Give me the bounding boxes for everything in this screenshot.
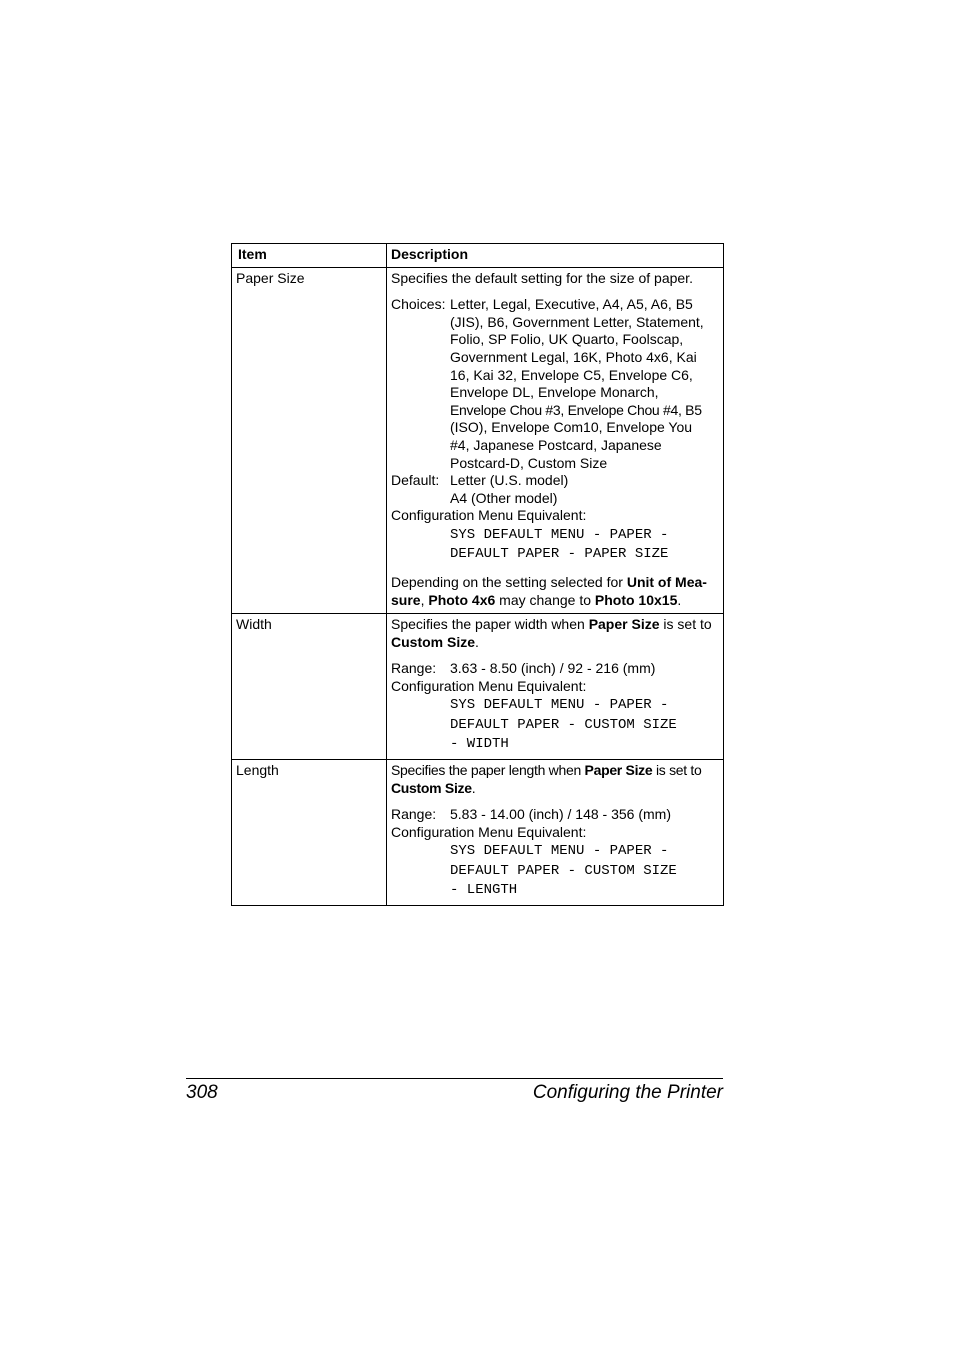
choices-list bbox=[450, 296, 719, 472]
footer-rule bbox=[186, 1078, 723, 1079]
intro-bold: Custom Size bbox=[391, 633, 476, 650]
config-path bbox=[391, 526, 719, 565]
intro-text: is set to bbox=[659, 616, 712, 633]
choices-line: (ISO), Envelope Com10, Envelope You bbox=[450, 419, 693, 436]
length-intro bbox=[391, 762, 719, 797]
range-block bbox=[391, 660, 719, 678]
choices-line: 16, Kai 32, Envelope C5, Envelope C6, bbox=[450, 366, 693, 383]
description-cell bbox=[387, 267, 724, 614]
range-block bbox=[391, 806, 719, 824]
choices-block bbox=[391, 296, 719, 472]
choices-line: Letter, Legal, Executive, A4, A5, A6, B5 bbox=[450, 296, 693, 313]
note-text: . bbox=[677, 591, 682, 608]
default-label: Default: bbox=[391, 472, 440, 489]
chapter-title: Configuring the Printer bbox=[532, 1082, 723, 1103]
config-label: Configuration Menu Equivalent: bbox=[391, 507, 587, 524]
range-value: 5.83 - 14.00 (inch) / 148 - 356 (mm) bbox=[450, 806, 671, 823]
intro-text: . bbox=[471, 779, 476, 796]
table-header-row bbox=[232, 244, 724, 268]
page-number: 308 bbox=[186, 1082, 218, 1103]
paper-size-intro: Specifies the default setting for the size of paper. bbox=[391, 269, 693, 286]
choices-line: Government Legal, 16K, Photo 4x6, Kai bbox=[450, 348, 697, 365]
table-row-length bbox=[232, 759, 724, 905]
range-value: 3.63 - 8.50 (inch) / 92 - 216 (mm) bbox=[450, 660, 656, 677]
intro-bold: Custom Size bbox=[391, 779, 472, 796]
choices-line: Envelope DL, Envelope Monarch, bbox=[450, 384, 659, 401]
range-label: Range: bbox=[391, 806, 437, 823]
table-row-width bbox=[232, 614, 724, 760]
choices-line: (JIS), B6, Government Letter, Statement, bbox=[450, 313, 704, 330]
note-text: , bbox=[420, 591, 429, 608]
note-bold: Photo 10x15 bbox=[594, 591, 678, 608]
default-block bbox=[391, 472, 719, 490]
item-cell: Paper Size bbox=[232, 267, 387, 614]
note-bold: Unit of Mea- bbox=[626, 573, 707, 590]
width-intro bbox=[391, 616, 719, 651]
note-bold: sure bbox=[391, 591, 421, 608]
intro-bold: Paper Size bbox=[584, 761, 653, 778]
config-label: Configuration Menu Equivalent: bbox=[391, 677, 587, 694]
config-path-line: - WIDTH bbox=[450, 736, 509, 753]
choices-line: Folio, SP Folio, UK Quarto, Foolscap, bbox=[450, 331, 684, 348]
range-label: Range: bbox=[391, 660, 437, 677]
intro-bold: Paper Size bbox=[588, 616, 660, 633]
choices-line: Envelope Chou #3, Envelope Chou #4, B5 bbox=[450, 401, 702, 418]
default-value: Letter (U.S. model) bbox=[450, 472, 569, 489]
note-text: may change to bbox=[495, 591, 595, 608]
note-bold: Photo 4x6 bbox=[428, 591, 496, 608]
item-cell: Width bbox=[232, 614, 387, 760]
note-text: Depending on the setting selected for bbox=[391, 573, 627, 590]
config-path-line: SYS DEFAULT MENU - PAPER - bbox=[450, 526, 669, 543]
config-label: Configuration Menu Equivalent: bbox=[391, 823, 587, 840]
config-path bbox=[391, 696, 719, 755]
item-cell: Length bbox=[232, 759, 387, 905]
config-path bbox=[391, 842, 719, 901]
config-path-line: - LENGTH bbox=[450, 882, 518, 899]
config-path-line: SYS DEFAULT MENU - PAPER - bbox=[450, 843, 669, 860]
config-path-line: SYS DEFAULT MENU - PAPER - bbox=[450, 697, 669, 714]
description-cell bbox=[387, 614, 724, 760]
intro-text: . bbox=[475, 633, 479, 650]
config-path-line: DEFAULT PAPER - CUSTOM SIZE bbox=[450, 716, 677, 733]
paper-size-note bbox=[391, 574, 719, 609]
choices-line: #4, Japanese Postcard, Japanese bbox=[450, 436, 662, 453]
settings-table bbox=[231, 243, 724, 906]
config-path-line: DEFAULT PAPER - PAPER SIZE bbox=[450, 546, 669, 563]
description-cell bbox=[387, 759, 724, 905]
intro-text: Specifies the paper width when bbox=[391, 616, 589, 633]
column-header-item: Item bbox=[232, 244, 387, 268]
choices-label: Choices: bbox=[391, 296, 446, 313]
table-row-paper-size bbox=[232, 267, 724, 614]
default-value-alt: A4 (Other model) bbox=[450, 489, 558, 506]
choices-line: Postcard-D, Custom Size bbox=[450, 454, 608, 471]
column-header-description: Description bbox=[387, 244, 724, 268]
config-path-line: DEFAULT PAPER - CUSTOM SIZE bbox=[450, 862, 677, 879]
intro-text: Specifies the paper length when bbox=[391, 761, 585, 778]
intro-text: is set to bbox=[652, 761, 702, 778]
